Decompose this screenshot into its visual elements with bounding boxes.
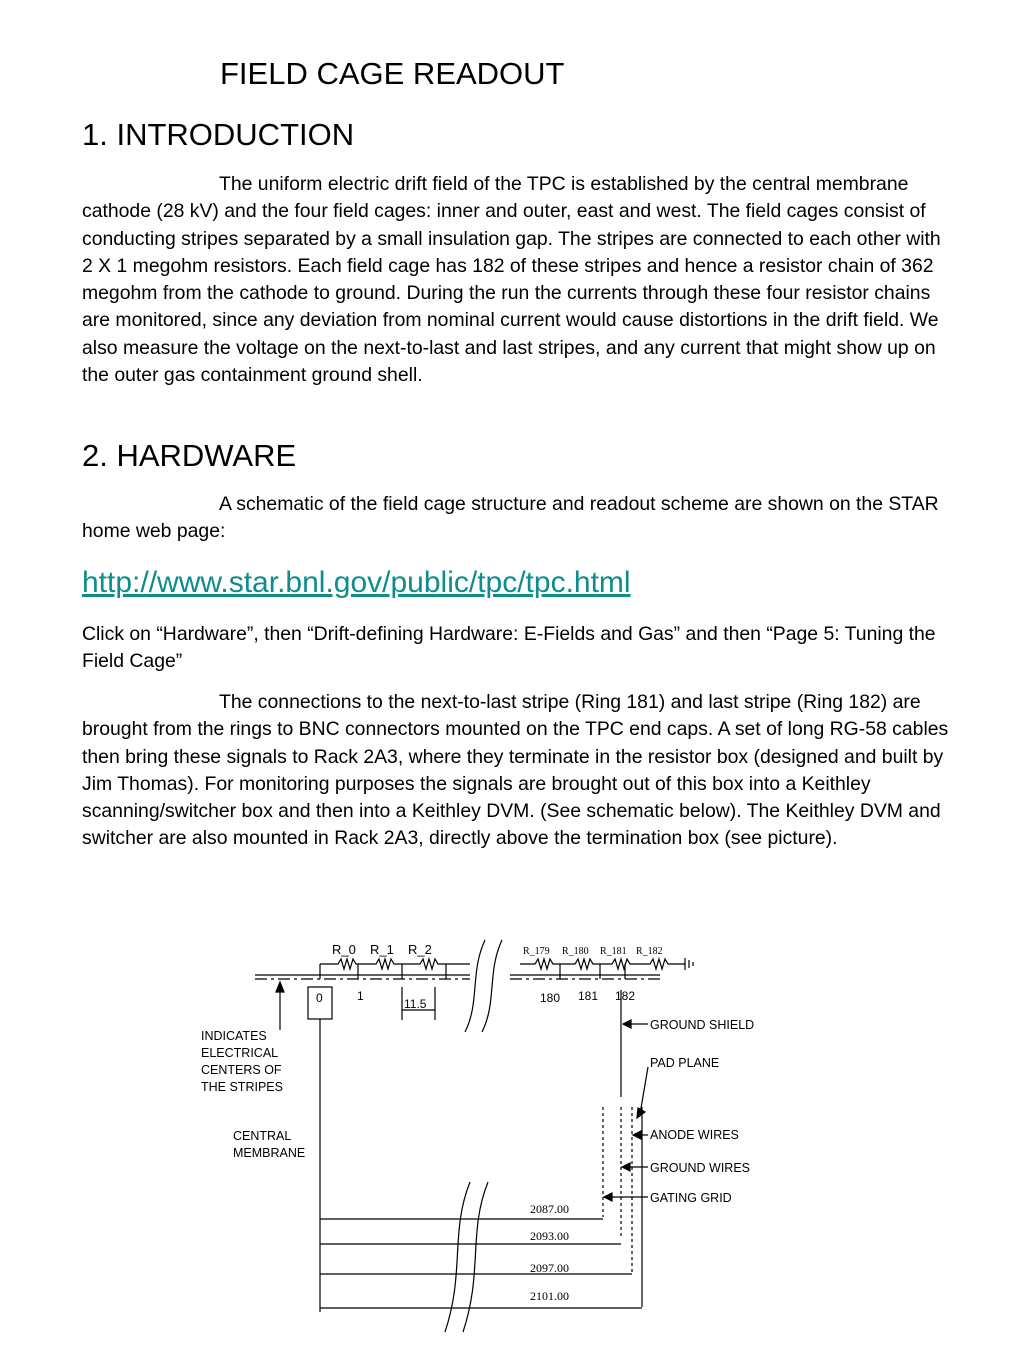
introduction-paragraph: [82, 171, 952, 389]
label-ground-shield: GROUND SHIELD: [650, 1018, 755, 1032]
hardware-instructions: Click on “Hardware”, then “Drift-defining Hardware: E-Fields and Gas” and then “Page 5: Tuning the Field Cage”: [82, 623, 936, 673]
indicates-line-2: ELECTRICAL: [201, 1046, 279, 1060]
resistor-chain-left: [320, 959, 470, 969]
label-r2: R_2: [408, 942, 432, 957]
stripe-label-1: 1: [357, 989, 364, 1003]
label-pad-plane: PAD PLANE: [650, 1056, 720, 1070]
break-curve-bottom-2: [463, 1182, 488, 1332]
indicates-line-4: THE STRIPES: [201, 1080, 283, 1094]
label-ground-wires: GROUND WIRES: [650, 1161, 750, 1175]
field-cage-schematic: [180, 932, 780, 1342]
label-r0: R_0: [332, 942, 356, 957]
star-tpc-link[interactable]: http://www.star.bnl.gov/public/tpc/tpc.html: [82, 566, 631, 599]
central-membrane-line-1: CENTRAL: [233, 1129, 292, 1143]
stripe-label-0: 0: [316, 991, 323, 1005]
break-curve-top-2: [482, 940, 502, 1032]
hardware-paragraph-1: [82, 491, 952, 546]
hardware-paragraph-2: [82, 689, 952, 853]
stripe-label-180: 180: [540, 991, 561, 1005]
stripe-label-181: 181: [578, 989, 599, 1003]
indicates-line-1: INDICATES: [201, 1029, 267, 1043]
central-membrane-line-2: MEMBRANE: [233, 1146, 306, 1160]
introduction-text: The uniform electric drift field of the TPC is established by the central membrane cathode (28 kV) and the four field cages: inner and outer, east and west. The field cages consist of conducting stripes separated by a small insulation gap. The stripes are connected to each other with 2 X 1 megohm resistors. Each field cage has 182 of these stripes and hence a resistor chain of 362 megohm from the cathode to ground. During the run the currents through these four resistor chains are monitored, since any deviation from nominal current would cause distortions in the drift field. We also measure the voltage on the next-to-last and last stripes, and any current that might show up on the outer gas containment ground shell.: [82, 173, 941, 387]
label-r182: R_182: [636, 946, 663, 957]
label-anode-wires: ANODE WIRES: [650, 1128, 739, 1142]
label-r179: R_179: [523, 946, 550, 957]
break-curve-bottom-1: [445, 1182, 470, 1332]
hardware-text-2: The connections to the next-to-last stripe (Ring 181) and last stripe (Ring 182) are brought from the rings to BNC connectors mounted on the TPC end caps. A set of long RG-58 cables then bring these signals to Rack 2A3, where they terminate in the resistor box (designed and built by Jim Thomas). For monitoring purposes the signals are brought out of this box into a Keithley scanning/switcher box and then into a Keithley DVM. (See schematic below). The Keithley DVM and switcher are also mounted in Rack 2A3, directly above the termination box (see picture).: [82, 691, 949, 850]
break-curve-top-1: [465, 940, 485, 1032]
section-heading-introduction: 1. INTRODUCTION: [82, 117, 355, 152]
indicates-line-3: CENTERS OF: [201, 1063, 282, 1077]
hardware-text-1: A schematic of the field cage structure and readout scheme are shown on the STAR home web page:: [82, 493, 939, 543]
dim-2087: 2087.00: [530, 1202, 569, 1216]
resistor-chain-right: [520, 959, 685, 969]
document-title: FIELD CAGE READOUT: [220, 56, 565, 91]
stripe-label-182: 182: [615, 989, 636, 1003]
dim-2101: 2101.00: [530, 1289, 569, 1303]
section-heading-hardware: 2. HARDWARE: [82, 438, 297, 473]
label-r180: R_180: [562, 946, 589, 957]
label-r181: R_181: [600, 946, 627, 957]
spacing-label: 11.5: [404, 997, 427, 1011]
label-r1: R_1: [370, 942, 394, 957]
label-gating-grid: GATING GRID: [650, 1191, 732, 1205]
dim-2093: 2093.00: [530, 1229, 569, 1243]
dim-2097: 2097.00: [530, 1261, 569, 1275]
